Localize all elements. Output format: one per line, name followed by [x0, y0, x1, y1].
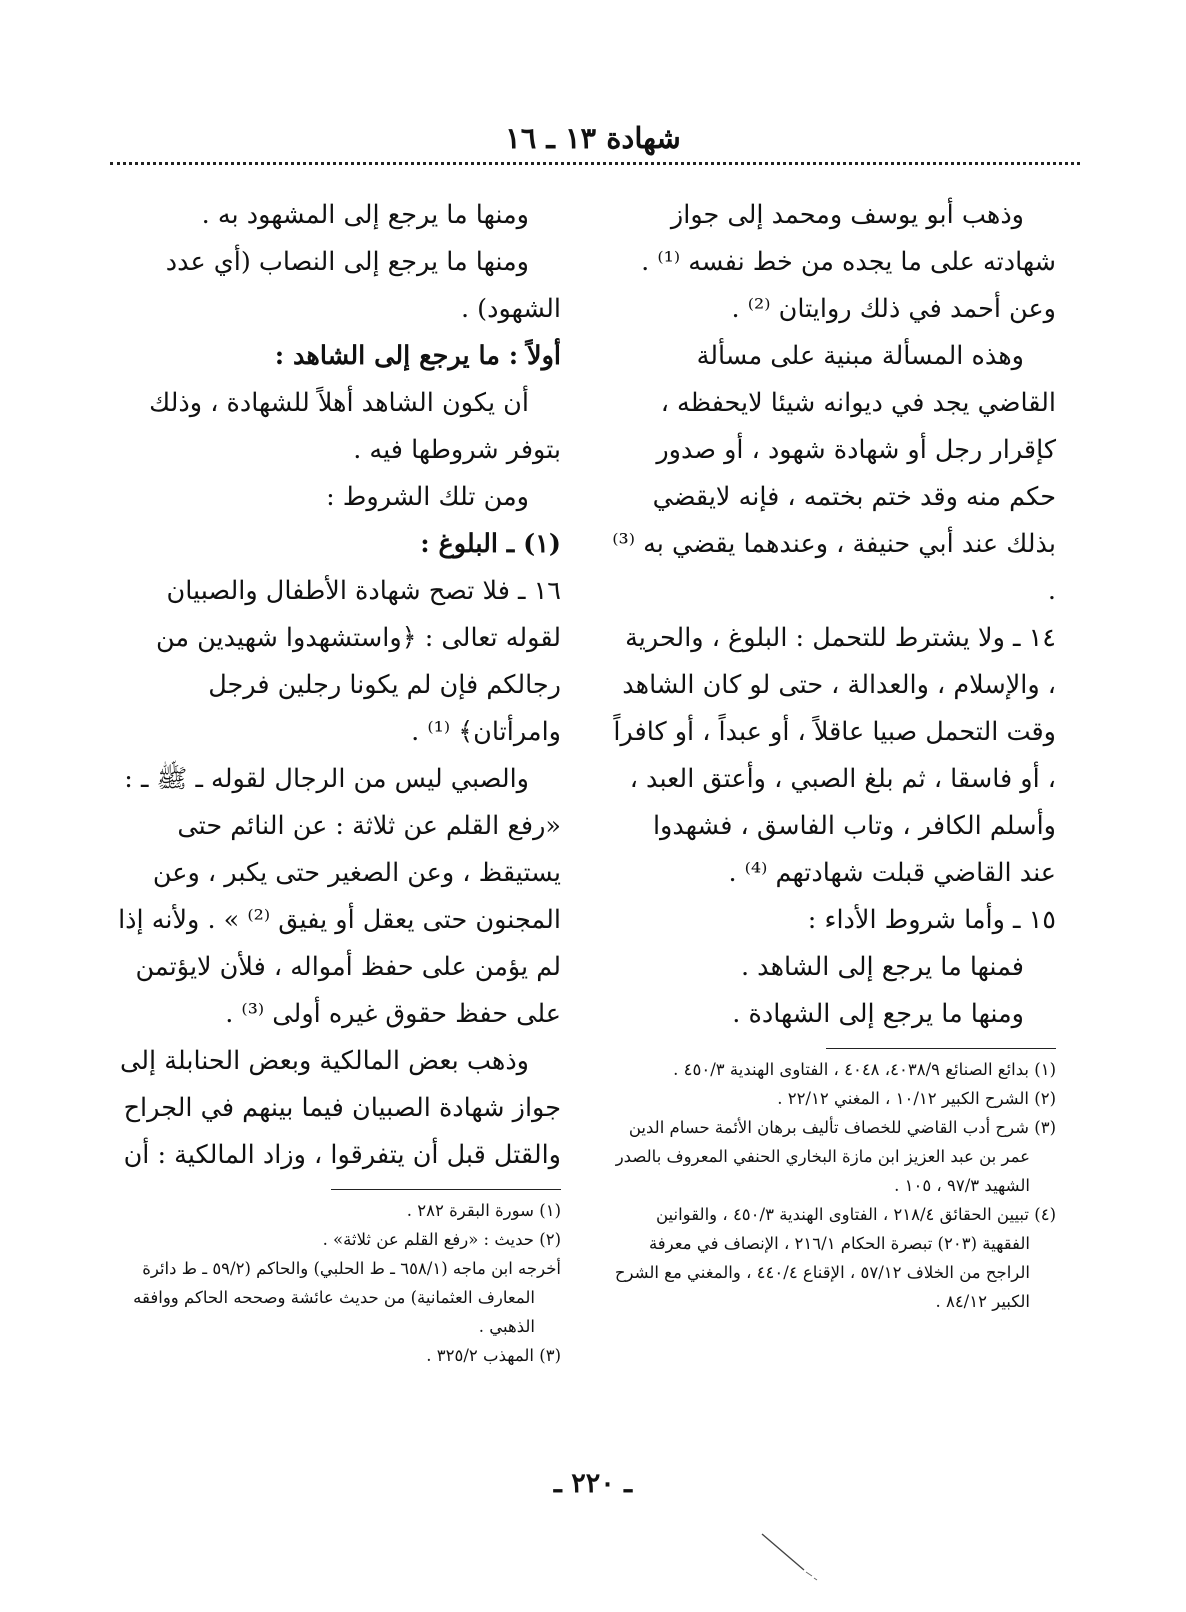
footnote-separator	[826, 1048, 1056, 1049]
paragraph: أن يكون الشاهد أهلاً للشهادة ، وذلك بتوفر شروطها فيه .	[149, 388, 561, 465]
paragraph: ومنها ما يرجع إلى النصاب (أي عدد الشهود) .	[165, 247, 561, 324]
paragraph: ومنها ما يرجع إلى المشهود به .	[201, 200, 529, 230]
right-footnotes	[611, 1055, 1056, 1316]
footnote: (٢) حديث : «رفع القلم عن ثلاثة» .	[322, 1230, 561, 1249]
paragraph: وذهب أبو يوسف ومحمد إلى جواز شهادته على ما يجده من خط نفسه ⁽¹⁾ . وعن أحمد في ذلك روايتان ⁽²⁾ .	[641, 200, 1056, 324]
section-heading: أولاً : ما يرجع إلى الشاهد :	[274, 341, 561, 371]
paragraph: ١٦ ـ فلا تصح شهادة الأطفال والصبيان لقوله تعالى : ﴿واستشهدوا شهيدين من رجالكم فإن لم يكونا رجلين فرجل وامرأتان﴾ ⁽¹⁾ .	[155, 576, 561, 747]
page-header-title: شهادة ١٣ ـ ١٦	[505, 121, 681, 155]
paragraph: ومنها ما يرجع إلى الشهادة .	[732, 999, 1024, 1029]
left-column	[106, 192, 561, 1370]
footnote: (٢) الشرح الكبير ١٠/١٢ ، المغني ٢٢/١٢ .	[777, 1089, 1056, 1108]
footnote: (١) بدائع الصنائع ٤٠٣٨/٩، ٤٠٤٨ ، الفتاوى الهندية ٤٥٠/٣ .	[673, 1060, 1056, 1079]
subsection-heading: (١) ـ البلوغ :	[420, 529, 561, 559]
stray-pen-mark	[760, 1532, 820, 1582]
paragraph: ١٤ ـ ولا يشترط للتحمل : البلوغ ، والحرية ، والإسلام ، والعدالة ، حتى لو كان الشاهد وقت التحمل صبيا عاقلاً ، أو عبداً ، أو كافراً ، أو فاسقا ، ثم بلغ الصبي ، وأعتق العبد ، وأسلم الكافر ، وتاب الفاسق ، فشهدوا عند القاضي قبلت شهادتهم ⁽⁴⁾ .	[613, 623, 1056, 888]
footnote: (٤) تبيين الحقائق ٢١٨/٤ ، الفتاوى الهندية ٤٥٠/٣ ، والقوانين الفقهية (٢٠٣) تبصرة الحكام ٢١٦/١ ، الإنصاف في معرفة الراجح من الخلاف ٥٧/١٢ ، الإقناع ٤٤٠/٤ ، والمغني مع الشرح الكبير ٨٤/١٢ .	[614, 1205, 1056, 1311]
left-footnotes	[106, 1196, 561, 1370]
paragraph: ومن تلك الشروط :	[326, 482, 529, 512]
footnote: (٣) شرح أدب القاضي للخصاف تأليف برهان الأئمة حسام الدين عمر بن عبد العزيز ابن مازة البخاري الحنفي المعروف بالصدر الشهيد ٩٧/٣ ، ١٠٥ .	[615, 1118, 1056, 1195]
footnote: (٣) المهذب ٣٢٥/٢ .	[426, 1346, 561, 1365]
footnote: (١) سورة البقرة ٢٨٢ .	[406, 1201, 561, 1220]
paragraph: وهذه المسألة مبنية على مسألة القاضي يجد في ديوانه شيئا لايحفظه ، كإقرار رجل أو شهادة شهود ، أو صدور حكم منه وقد ختم بختمه ، فإنه لايقضي بذلك عند أبي حنيفة ، وعندهما يقضي به ⁽³⁾ .	[612, 341, 1056, 606]
right-column	[611, 192, 1056, 1316]
paragraph: فمنها ما يرجع إلى الشاهد .	[740, 952, 1024, 982]
paragraph: ١٥ ـ وأما شروط الأداء :	[807, 905, 1056, 935]
footnote-separator	[331, 1189, 561, 1190]
paragraph: وذهب بعض المالكية وبعض الحنابلة إلى جواز شهادة الصبيان فيما بينهم في الجراح والقتل قبل أن يتفرقوا ، وزاد المالكية : أن	[120, 1046, 561, 1170]
footnote: أخرجه ابن ماجه (٦٥٨/١ ـ ط الحلبي) والحاكم (٥٩/٢ ـ ط دائرة المعارف العثمانية) من حديث عائشة وصححه الحاكم ووافقه الذهبي .	[133, 1259, 561, 1336]
page-number: ـ ٢٢٠ ـ	[553, 1468, 633, 1499]
header-dotted-rule	[110, 162, 1080, 165]
paragraph: والصبي ليس من الرجال لقوله ـ ﷺ ـ : «رفع القلم عن ثلاثة : عن النائم حتى يستيقظ ، وعن الصغير حتى يكبر ، وعن المجنون حتى يعقل أو يفيق ⁽²⁾ » . ولأنه إذا لم يؤمن على حفظ أمواله ، فلأن لايؤتمن على حفظ حقوق غيره أولى ⁽³⁾ .	[118, 764, 561, 1029]
